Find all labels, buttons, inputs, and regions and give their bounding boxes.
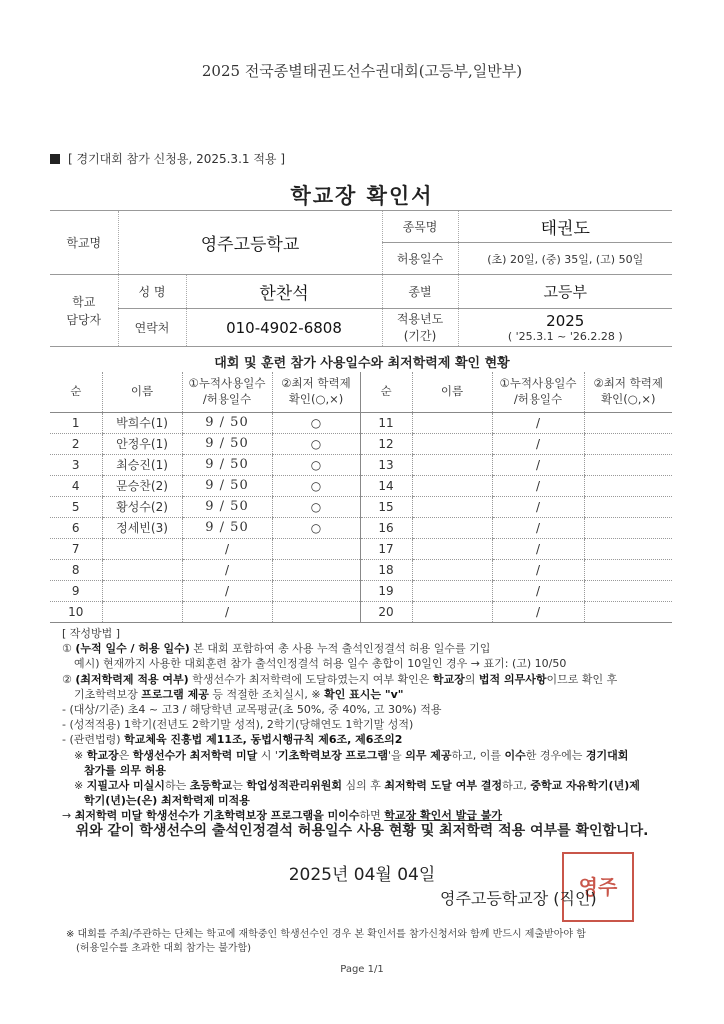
square-bullet-icon — [50, 154, 60, 164]
cell-academic: ○ — [272, 475, 360, 496]
cell-usage: / — [182, 559, 272, 580]
table-row — [50, 454, 672, 475]
cell-no: 12 — [360, 433, 412, 454]
cell-name — [412, 580, 492, 601]
cell-usage: 9 / 50 — [182, 496, 272, 517]
cell-no: 9 — [50, 580, 102, 601]
year-cell — [458, 309, 672, 347]
cell-academic — [584, 517, 672, 538]
note-line: - (성적적용) 1학기(전년도 2학기말 성적), 2학기(당해연도 1학기말 성적) — [62, 718, 414, 732]
cell-usage: / — [492, 433, 584, 454]
note-line: ① (누적 일수 / 허용 일수) 본 대회 포함하여 총 사용 누적 출석인정결석 허용 일수를 기입 — [62, 642, 491, 656]
cell-no: 14 — [360, 475, 412, 496]
cell-academic — [272, 601, 360, 622]
header-usage-right: ①누적사용일수 /허용일수 — [492, 372, 584, 412]
cell-academic — [584, 601, 672, 622]
cell-usage: / — [182, 580, 272, 601]
cell-academic: ○ — [272, 412, 360, 433]
table-row — [50, 601, 672, 622]
official-seal: 영주 — [562, 852, 634, 922]
cell-no: 19 — [360, 580, 412, 601]
cell-no: 17 — [360, 538, 412, 559]
footnote — [66, 928, 706, 956]
cell-academic — [584, 412, 672, 433]
allowed-days-label: 허용일수 — [382, 243, 458, 275]
table-row — [50, 496, 672, 517]
allowed-days-value: (초) 20일, (중) 35일, (고) 50일 — [458, 243, 672, 275]
cell-academic — [584, 559, 672, 580]
cell-name — [412, 475, 492, 496]
cell-usage: 9 / 50 — [182, 412, 272, 433]
year-value: 2025 — [546, 312, 585, 330]
note-line: ※ 지필고사 미실시하는 초등학교는 학업성적관리위원회 심의 후 최저학력 도달 여부 결정하고, 중학교 자유학기(년)제 — [74, 779, 640, 793]
cell-name: 황성수(2) — [102, 496, 182, 517]
event-value: 태권도 — [458, 211, 672, 243]
cell-name — [102, 601, 182, 622]
cell-usage: / — [492, 580, 584, 601]
cell-academic — [584, 433, 672, 454]
cell-usage: 9 / 50 — [182, 433, 272, 454]
note-line: 기초학력보장 프로그램 제공 등 적절한 조치실시, ※ 확인 표시는 "v" — [74, 687, 404, 701]
note-line: 학기(년)는(은) 최저학력제 미적용 — [84, 794, 250, 808]
cell-usage: 9 / 50 — [182, 475, 272, 496]
cell-name — [412, 433, 492, 454]
document-title: 학교장 확인서 — [290, 184, 434, 208]
footnote-line-2: (허용일수를 초과한 대회 참가는 불가함) — [76, 943, 252, 954]
year-label: 적용년도 (기간) — [382, 309, 458, 347]
contact-value: 010-4902-6808 — [186, 309, 382, 347]
confirm-statement: 위와 같이 학생선수의 출석인정결석 허용일수 사용 현황 및 최저학력 적용 여부를 확인합니다. — [75, 823, 649, 839]
cell-academic: ○ — [272, 454, 360, 475]
manager-label: 학교 담당자 — [50, 275, 118, 347]
table-row — [50, 580, 672, 601]
header-academic-right: ②최저 학력제 확인(○,×) — [584, 372, 672, 412]
header-name-left: 이름 — [102, 372, 182, 412]
header-no-left: 순 — [50, 372, 102, 412]
event-title: 2025 전국종별태권도선수권대회(고등부,일반부) — [201, 62, 523, 80]
cell-no: 7 — [50, 538, 102, 559]
cell-no: 5 — [50, 496, 102, 517]
cell-usage: / — [182, 538, 272, 559]
note-line: - (대상/기준) 초4 ~ 고3 / 해당학년 교목평균(초 50%, 중 40%, 고 30%) 적용 — [62, 703, 442, 717]
section-title: 대회 및 훈련 참가 사용일수와 최저학력제 확인 현황 — [214, 356, 510, 371]
cell-name — [412, 538, 492, 559]
note-line: ※ 학교장은 학생선수가 최저학력 미달 시 '기초학력보장 프로그램'을 의무 제공하고, 이를 이수한 경우에는 경기대회 — [74, 748, 629, 762]
cell-no: 8 — [50, 559, 102, 580]
cell-usage: / — [492, 538, 584, 559]
cell-name: 박희수(1) — [102, 412, 182, 433]
cell-usage: 9 / 50 — [182, 454, 272, 475]
event-label: 종목명 — [382, 211, 458, 243]
cell-academic — [584, 496, 672, 517]
cell-no: 2 — [50, 433, 102, 454]
notice-line — [50, 150, 285, 167]
cell-usage: 9 / 50 — [182, 517, 272, 538]
cell-name — [412, 517, 492, 538]
cell-name — [412, 601, 492, 622]
cell-academic — [584, 580, 672, 601]
attendance-table — [50, 372, 672, 623]
division-value: 고등부 — [458, 275, 672, 309]
cell-name — [412, 559, 492, 580]
note-line: → 최저학력 미달 학생선수가 기초학력보장 프로그램을 미이수하면 학교장 확인서 발급 불가 — [62, 809, 503, 823]
notice-text: [ 경기대회 참가 신청용, 2025.3.1 적용 ] — [68, 152, 286, 166]
cell-name — [412, 454, 492, 475]
cell-usage: / — [182, 601, 272, 622]
header-usage-left: ①누적사용일수 /허용일수 — [182, 372, 272, 412]
cell-name — [102, 559, 182, 580]
cell-no: 13 — [360, 454, 412, 475]
cell-academic — [272, 538, 360, 559]
principal-signature: 영주고등학교장 (직인) — [440, 889, 597, 908]
cell-no: 15 — [360, 496, 412, 517]
table-row — [50, 517, 672, 538]
cell-academic: ○ — [272, 517, 360, 538]
cell-name: 문승찬(2) — [102, 475, 182, 496]
division-label: 종별 — [382, 275, 458, 309]
name-label: 성 명 — [118, 275, 186, 309]
page-number: Page 1/1 — [340, 964, 384, 975]
note-line: - (관련법령) 학교체육 진흥법 제11조, 동법시행규칙 제6조, 제6조의2 — [62, 733, 403, 747]
cell-usage: / — [492, 412, 584, 433]
cell-academic — [272, 559, 360, 580]
year-period: ( '25.3.1 ~ '26.2.28 ) — [507, 330, 623, 343]
cell-no: 4 — [50, 475, 102, 496]
cell-no: 6 — [50, 517, 102, 538]
cell-name: 최승진(1) — [102, 454, 182, 475]
cell-usage: / — [492, 475, 584, 496]
note-line: ② (최저학력제 적용 여부) 학생선수가 최저학력에 도달하였는지 여부 확인은 학교장의 법적 의무사항이므로 확인 후 — [62, 672, 618, 686]
cell-no: 3 — [50, 454, 102, 475]
cell-usage: / — [492, 559, 584, 580]
note-line: 예시) 현재까지 사용한 대회훈련 참가 출석인정결석 허용 일수 총합이 10일인 경우 → 표기: (고) 10/50 — [74, 657, 567, 671]
cell-no: 16 — [360, 517, 412, 538]
cell-name — [102, 580, 182, 601]
cell-academic: ○ — [272, 433, 360, 454]
instructions-notes — [62, 626, 682, 824]
table-row — [50, 433, 672, 454]
cell-name — [102, 538, 182, 559]
attendance-body — [50, 412, 672, 622]
school-info-table — [50, 210, 672, 347]
footnote-line-1: ※ 대회를 주최/주관하는 단체는 학교에 재학중인 학생선수인 경우 본 확인서를 참가신청서와 함께 반드시 제출받아야 함 — [66, 929, 586, 940]
header-name-right: 이름 — [412, 372, 492, 412]
cell-no: 11 — [360, 412, 412, 433]
cell-no: 10 — [50, 601, 102, 622]
cell-academic: ○ — [272, 496, 360, 517]
cell-name — [412, 496, 492, 517]
cell-usage: / — [492, 601, 584, 622]
cell-name: 정세빈(3) — [102, 517, 182, 538]
cell-usage: / — [492, 496, 584, 517]
table-row — [50, 412, 672, 433]
note-line: 참가를 의무 허용 — [84, 763, 167, 777]
school-label: 학교명 — [50, 211, 118, 275]
school-value: 영주고등학교 — [118, 211, 382, 275]
cell-academic — [272, 580, 360, 601]
cell-usage: / — [492, 454, 584, 475]
cell-academic — [584, 475, 672, 496]
cell-name — [412, 412, 492, 433]
cell-no: 1 — [50, 412, 102, 433]
table-row — [50, 559, 672, 580]
cell-no: 18 — [360, 559, 412, 580]
name-value: 한찬석 — [186, 275, 382, 309]
cell-name: 안정우(1) — [102, 433, 182, 454]
cell-no: 20 — [360, 601, 412, 622]
note-line: [ 작성방법 ] — [62, 627, 121, 640]
table-row — [50, 475, 672, 496]
issue-date: 2025년 04월 04일 — [288, 865, 436, 885]
table-row — [50, 538, 672, 559]
contact-label: 연락처 — [118, 309, 186, 347]
header-no-right: 순 — [360, 372, 412, 412]
cell-usage: / — [492, 517, 584, 538]
cell-academic — [584, 454, 672, 475]
cell-academic — [584, 538, 672, 559]
attendance-header-row — [50, 372, 672, 412]
header-academic-left: ②최저 학력제 확인(○,×) — [272, 372, 360, 412]
